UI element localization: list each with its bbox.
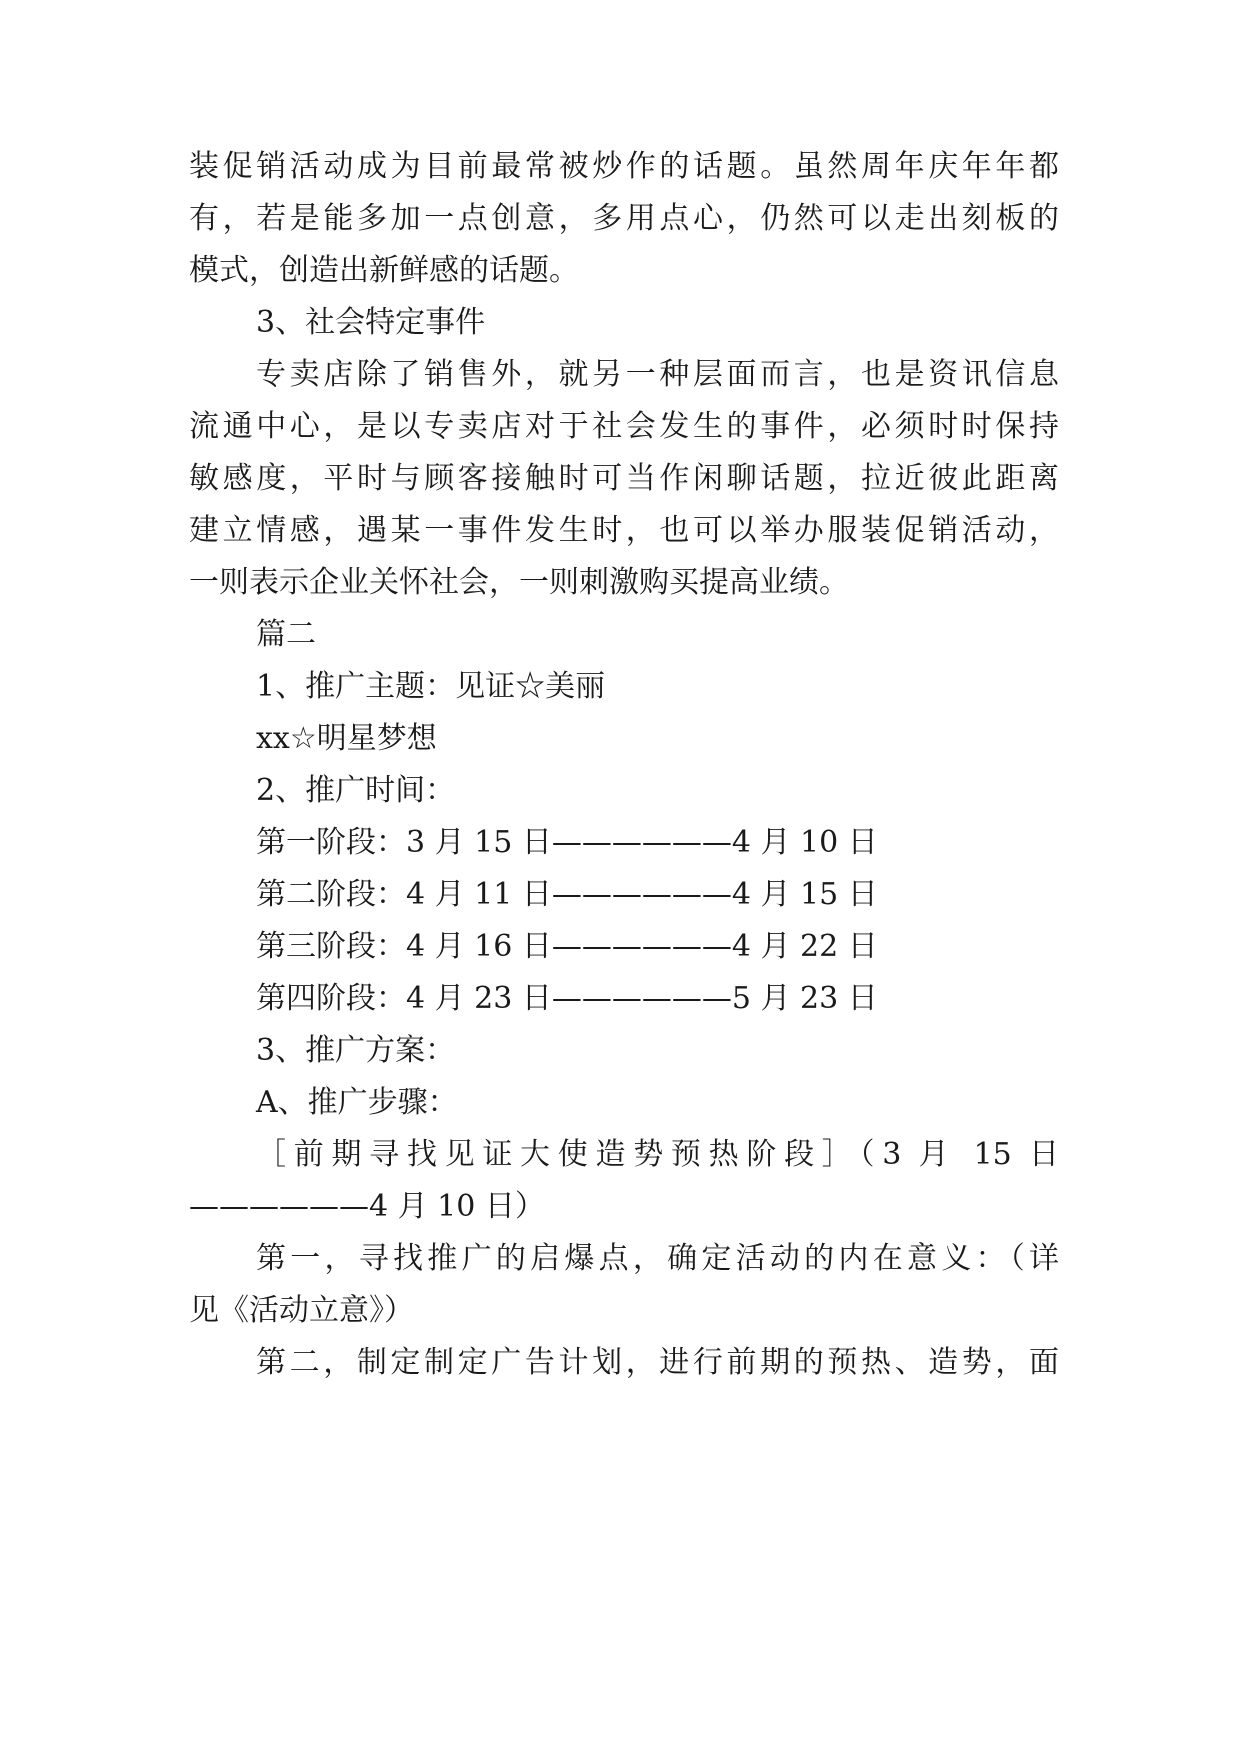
early-stage-title: ［前期寻找见证大使造势预热阶段］（3 月 15 日 xyxy=(256,1137,1059,1172)
promotion-plan-heading: 3、推广方案： xyxy=(256,1033,456,1068)
body-text-line: 有，若是能多加一点创意，多用点心，仍然可以走出刻板的 xyxy=(189,201,1059,236)
body-text-line: 建立情感，遇某一事件发生时，也可以举办服装促销活动， xyxy=(189,513,1059,548)
stage-one-dates: 第一阶段：3 月 15 日——————4 月 10 日 xyxy=(256,825,878,860)
stage-three-dates: 第三阶段：4 月 16 日——————4 月 22 日 xyxy=(256,929,878,964)
promotion-time-heading: 2、推广时间： xyxy=(256,773,456,808)
body-text-line: 见《活动立意》） xyxy=(189,1293,414,1328)
section-heading: 3、社会特定事件 xyxy=(256,305,486,340)
body-text-line: 模式，创造出新鲜感的话题。 xyxy=(189,253,579,288)
stage-four-dates: 第四阶段：4 月 23 日——————5 月 23 日 xyxy=(256,981,878,1016)
body-text-line: 流通中心，是以专卖店对于社会发生的事件，必须时时保持 xyxy=(189,409,1059,444)
chapter-heading: 篇二 xyxy=(256,617,316,652)
body-text-line: 第一，寻找推广的启爆点，确定活动的内在意义：（详 xyxy=(256,1241,1059,1276)
body-text-line: 专卖店除了销售外，就另一种层面而言，也是资讯信息 xyxy=(256,357,1059,392)
promotion-theme-continued: xx☆明星梦想 xyxy=(256,721,437,756)
early-stage-title-continued: ——————4 月 10 日） xyxy=(189,1189,545,1224)
body-text-line: 装促销活动成为目前最常被炒作的话题。虽然周年庆年年都 xyxy=(189,149,1059,184)
stage-two-dates: 第二阶段：4 月 11 日——————4 月 15 日 xyxy=(256,877,878,912)
body-text-line: 第二，制定制定广告计划，进行前期的预热、造势，面 xyxy=(256,1345,1059,1380)
body-text-line: 一则表示企业关怀社会，一则刺激购买提高业绩。 xyxy=(189,565,849,600)
promotion-theme: 1、推广主题：见证☆美丽 xyxy=(256,669,606,704)
body-text-line: 敏感度，平时与顾客接触时可当作闲聊话题，拉近彼此距离 xyxy=(189,461,1059,496)
promotion-steps-heading: A、推广步骤： xyxy=(256,1085,458,1120)
